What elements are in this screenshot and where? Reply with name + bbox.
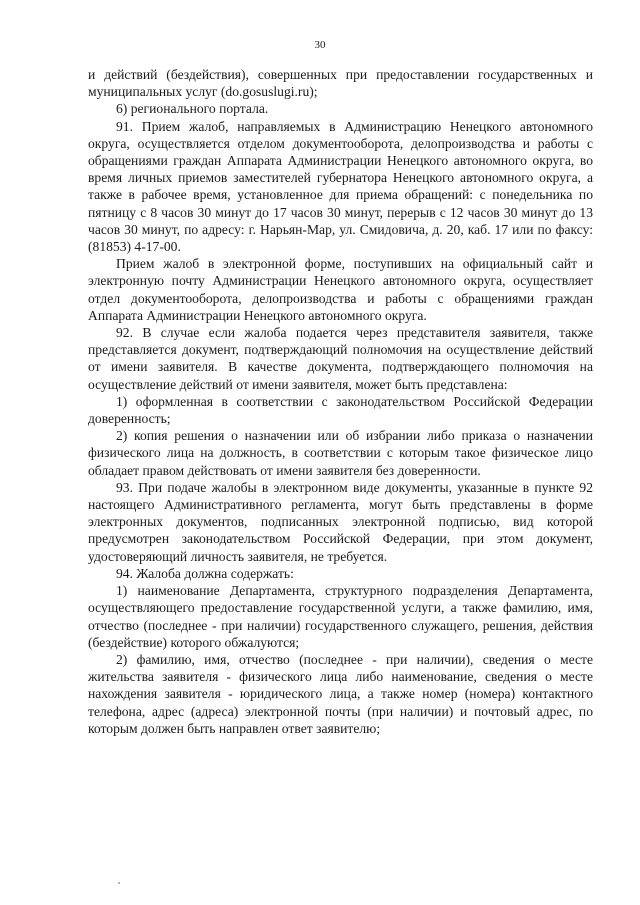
list-item-92-2: 2) копия решения о назначении или об избрании либо приказа о назначении физического лица на должность, в соответствии с которым такое физическое лицо обладает правом действовать от имени заявителя без доверенности. — [88, 428, 593, 478]
list-item-94-2: 2) фамилию, имя, отчество (последнее - при наличии), сведения о месте жительства заявителя - физического лица либо наименование, сведения о месте нахождения заявителя - юридического лица, а также номер (номера) контактного телефона, адрес (адреса) электронной почты (при наличии) и почтовый адрес, по которым должен быть направлен ответ заявителю; — [88, 651, 593, 736]
paragraph-electronic-complaints: Прием жалоб в электронной форме, поступивших на официальный сайт и электронную почту Администрации Ненецкого автономного округа, осуществляет отдел документооборота, делопроизводства и работы с обращениями граждан Аппарата Администрации Ненецкого автономного округа. — [88, 256, 593, 323]
scan-speck — [118, 882, 120, 884]
page-number: 30 — [314, 39, 326, 51]
paragraph-91: 91. Прием жалоб, направляемых в Администрацию Ненецкого автономного округа, осуществляется отделом документооборота, делопроизводства и работы с обращениями граждан Аппарата Администрации Ненецкого автономного округа, во время личных приемов заместителей губернатора Ненецкого автономного округа, а также в рабочее время, установленное для приема обращений: с понедельника по пятницу с 8 часов 30 минут до 17 часов 30 минут, перерыв с 12 часов 30 минут до 13 часов 30 минут, по адресу: г. Нарьян-Мар, ул. Смидовича, д. 20, каб. 17 или по факсу: (81853) 4-17-00. — [88, 118, 593, 255]
paragraph-93: 93. При подаче жалобы в электронном виде документы, указанные в пункте 92 настоящего Административного регламента, могут быть представлены в форме электронных документов, подписанных электронной подписью, вид которой предусмотрен законодательством Российской Федерации, при этом документ, удостоверяющий личность заявителя, не требуется. — [88, 479, 593, 564]
paragraph-92: 92. В случае если жалоба подается через представителя заявителя, также представляется документ, подтверждающий полномочия на осуществление действий от имени заявителя. В качестве документа, подтверждающего полномочия на осуществление действий от имени заявителя, может быть представлена: — [88, 325, 593, 392]
paragraph-continuation: и действий (бездействия), совершенных при предоставлении государственных и муниципальных услуг (do.gosuslugi.ru); — [88, 67, 593, 100]
list-item-6-regional-portal: 6) регионального портала. — [116, 101, 269, 117]
list-item-94-1: 1) наименование Департамента, структурного подразделения Департамента, осуществляющего предоставление государственной услуги, а также фамилию, имя, отчество (последнее - при наличии) государственного служащего, решения, действия (бездействие) которого обжалуются; — [88, 583, 593, 650]
paragraph-94: 94. Жалоба должна содержать: — [116, 565, 294, 581]
list-item-92-1: 1) оформленная в соответствии с законодательством Российской Федерации доверенность; — [88, 393, 593, 427]
document-body — [88, 66, 593, 737]
